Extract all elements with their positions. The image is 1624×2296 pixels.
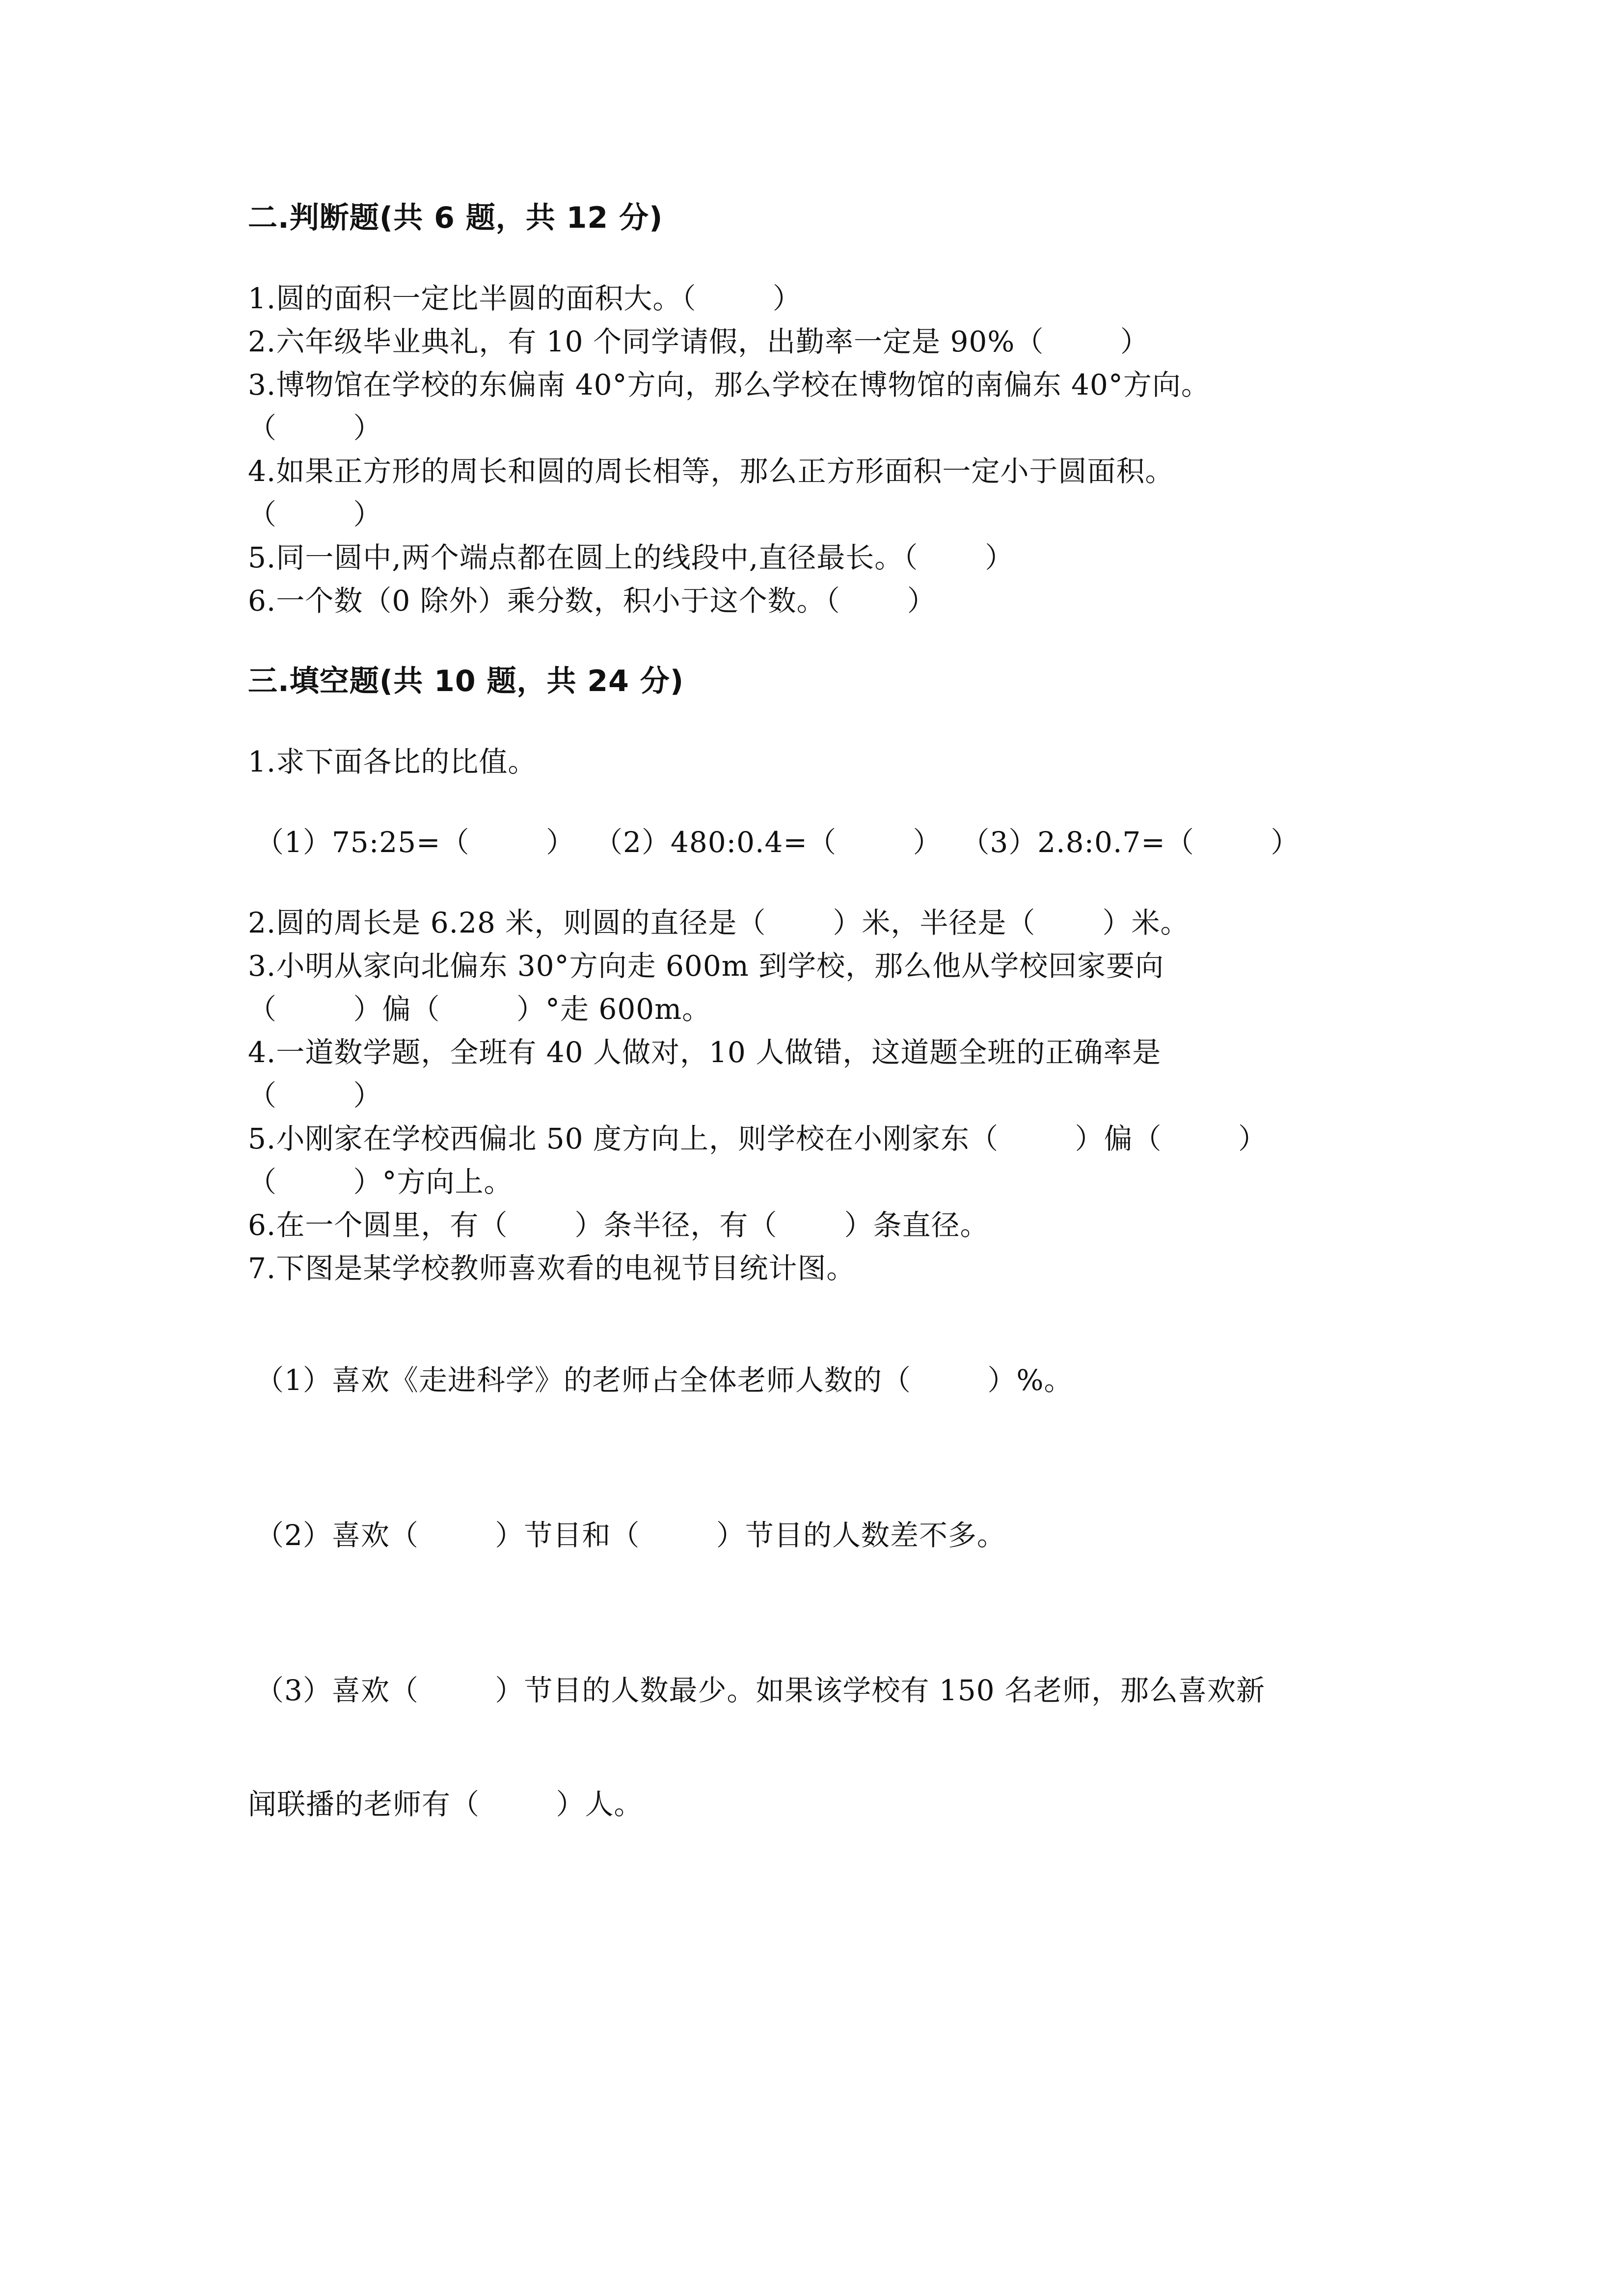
fill-question-2: 2.圆的周长是 6.28 米，则圆的直径是（ ）米，半径是（ ）米。 — [248, 906, 1190, 939]
fill-question-3-line2: （ ）偏（ ）°走 600m。 — [248, 992, 711, 1026]
fill-question-7-part2: （2）喜欢（ ）节目和（ ）节目的人数差不多。 — [255, 1519, 1006, 1552]
judge-question-6: 6.一个数（0 除外）乘分数，积小于这个数。（ ） — [248, 584, 936, 617]
judge-question-4-line2: （ ） — [248, 498, 382, 531]
fill-question-6: 6.在一个圆里，有（ ）条半径，有（ ）条直径。 — [248, 1208, 989, 1242]
fill-question-1-parts: （1）75:25=（ ） （2）480:0.4=（ ） （3）2.8:0.7=（ ） — [255, 826, 1300, 859]
section3-heading: 三.填空题(共 10 题，共 24 分) — [248, 664, 684, 698]
judge-question-1: 1.圆的面积一定比半圆的面积大。（ ） — [248, 282, 802, 315]
fill-question-4-line2: （ ） — [248, 1079, 382, 1112]
judge-question-4-line1: 4.如果正方形的周长和圆的周长相等，那么正方形面积一定小于圆面积。 — [248, 454, 1174, 488]
judge-question-2: 2.六年级毕业典礼，有 10 个同学请假，出勤率一定是 90%（ ） — [248, 325, 1149, 358]
fill-question-7-part3-line2: 闻联播的老师有（ ）人。 — [248, 1788, 643, 1821]
fill-question-7-part3-line1: （3）喜欢（ ）节目的人数最少。如果该学校有 150 名老师，那么喜欢新 — [255, 1674, 1265, 1707]
fill-question-7-part1: （1）喜欢《走进科学》的老师占全体老师人数的（ ）%。 — [255, 1363, 1073, 1397]
judge-question-3-line1: 3.博物馆在学校的东偏南 40°方向，那么学校在博物馆的南偏东 40°方向。 — [248, 368, 1210, 401]
fill-question-3-line1: 3.小明从家向北偏东 30°方向走 600m 到学校，那么他从学校回家要向 — [248, 949, 1164, 983]
section2-heading: 二.判断题(共 6 题，共 12 分) — [248, 201, 663, 235]
judge-question-5: 5.同一圆中,两个端点都在圆上的线段中,直径最长。（ ） — [248, 541, 1014, 574]
fill-question-7-title: 7.下图是某学校教师喜欢看的电视节目统计图。 — [248, 1252, 856, 1285]
fill-question-1-title: 1.求下面各比的比值。 — [248, 745, 537, 778]
fill-question-5-line1: 5.小刚家在学校西偏北 50 度方向上，则学校在小刚家东（ ）偏（ ） — [248, 1122, 1268, 1155]
fill-question-5-line2: （ ）°方向上。 — [248, 1165, 513, 1199]
judge-question-3-line2: （ ） — [248, 411, 382, 445]
fill-question-4-line1: 4.一道数学题，全班有 40 人做对，10 人做错，这道题全班的正确率是 — [248, 1036, 1162, 1069]
